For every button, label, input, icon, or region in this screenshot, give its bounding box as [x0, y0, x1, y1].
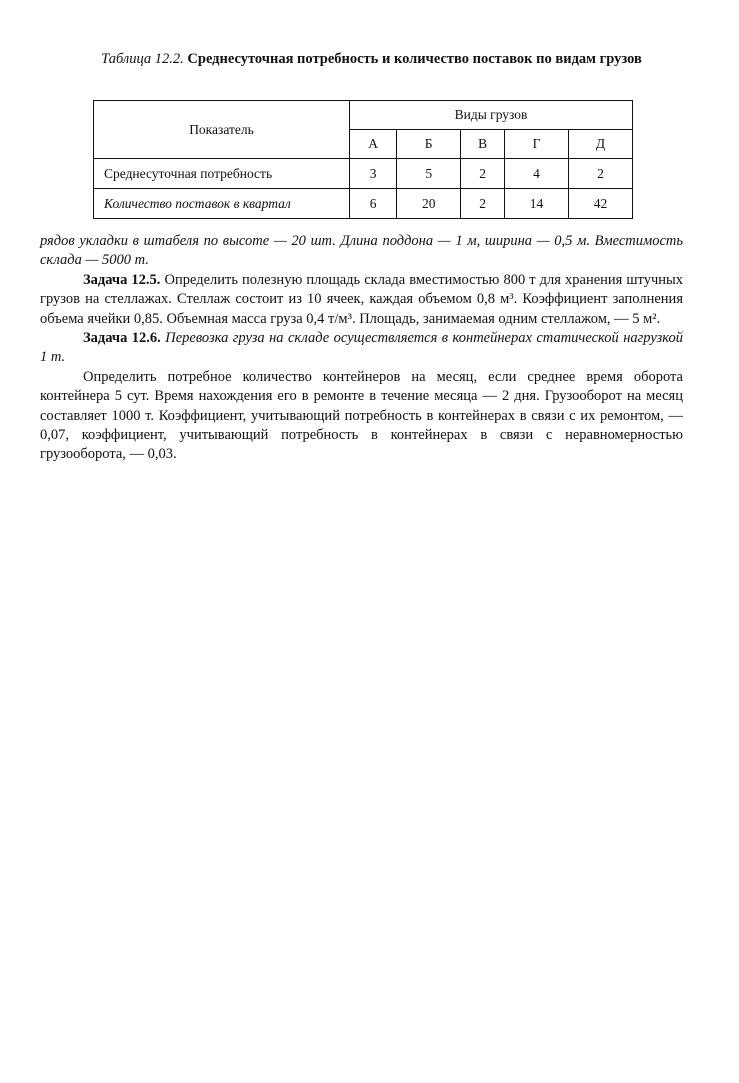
body-text — [40, 232, 683, 465]
table-caption-title: Среднесуточная потребность и количество поставок по видам грузов — [187, 51, 642, 67]
paragraph — [40, 329, 683, 368]
table-caption — [40, 50, 703, 69]
task-text: Определить полезную площадь склада вместимостью 800 т для хранения штучных грузов на стеллажах. Стеллаж состоит из 10 ячеек, каждая объемом 0,8 м³. Коэффициент заполнения объема ячейки 0,85. Объемная масса груза 0,4 т/м³. Площадь, занимаемая одним стеллажом, — 5 м². — [40, 271, 683, 327]
table-row — [94, 189, 633, 219]
row-label: Количество поставок в квартал — [94, 189, 350, 219]
table-caption-number: Таблица 12.2. — [101, 51, 184, 67]
paragraph: рядов укладки в штабеля по высоте — 20 шт. Длина поддона — 1 м, ширина — 0,5 м. Вместимость склада — 5000 т. — [40, 233, 683, 269]
column-header: Д — [568, 130, 632, 159]
table-row — [94, 159, 633, 189]
table-cell: 20 — [397, 189, 461, 219]
table-cell: 2 — [461, 159, 505, 189]
table-cell: 2 — [568, 159, 632, 189]
paragraph — [40, 271, 683, 329]
table-cell: 42 — [568, 189, 632, 219]
table-cell: 6 — [350, 189, 397, 219]
column-header: Б — [397, 130, 461, 159]
table-cell: 3 — [350, 159, 397, 189]
table-cell: 14 — [505, 189, 569, 219]
group-header-cell: Виды грузов — [350, 101, 633, 130]
cargo-table — [93, 100, 633, 219]
table-header-row — [94, 101, 633, 130]
column-header: Г — [505, 130, 569, 159]
corner-header-cell: Показатель — [94, 101, 350, 159]
table-cell: 4 — [505, 159, 569, 189]
task-label: Задача 12.5. — [83, 271, 161, 288]
column-header: В — [461, 130, 505, 159]
row-label: Среднесуточная потребность — [94, 159, 350, 189]
column-header: А — [350, 130, 397, 159]
task-label: Задача 12.6. — [83, 330, 161, 347]
table-cell: 2 — [461, 189, 505, 219]
task-text: Перевозка груза на складе осуществляется в контейнерах статической нагрузкой 1 т. — [40, 330, 683, 366]
paragraph: Определить потребное количество контейнеров на месяц, если среднее время оборота контейнера 5 сут. Время нахождения его в ремонте в течение месяца — 2 дня. Грузооборот на месяц составляет 1000 т. Коэффициент, учитывающий потребность в контейнерах в связи с их ремонтом, — 0,07, коэффициент, учитывающий потребность в контейнерах в связи с неравномерностью грузооборота, — 0,03. — [40, 368, 683, 463]
table-cell: 5 — [397, 159, 461, 189]
